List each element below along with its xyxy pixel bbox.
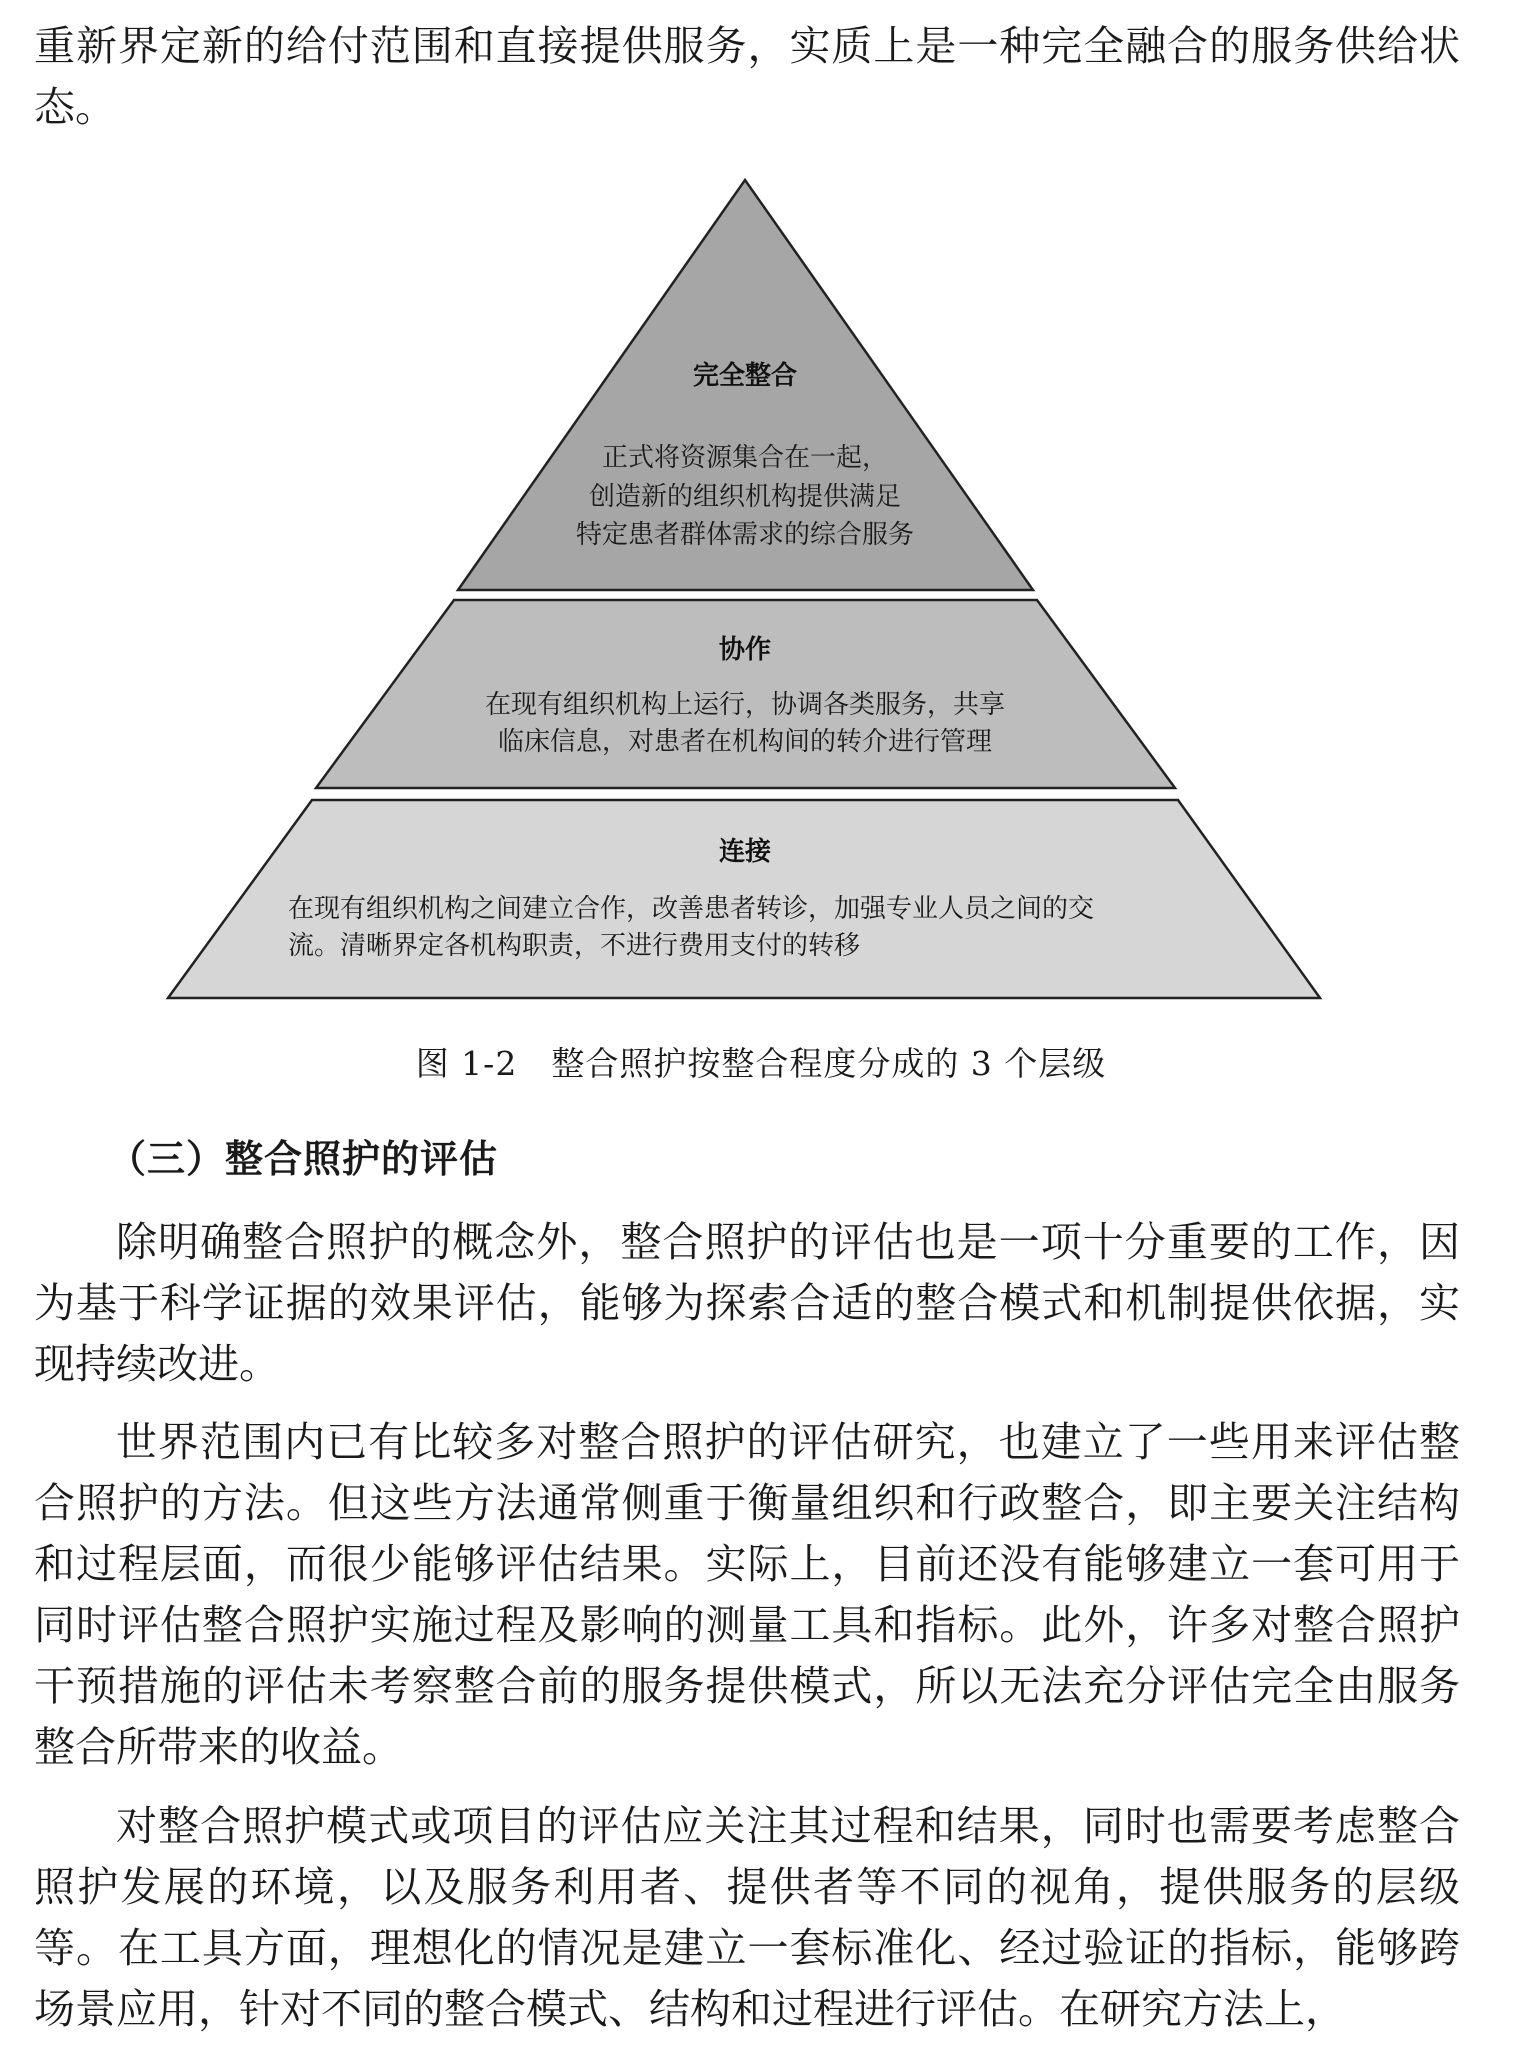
- tier-linkage-title: 连接: [718, 837, 772, 867]
- body-paragraph: 除明确整合照护的概念外，整合照护的评估也是一项十分重要的工作，因为基于科学证据的效果评估，能够为探索合适的整合模式和机制提供依据，实现持续改进。: [34, 1218, 1460, 1388]
- body-paragraph: 世界范围内已有比较多对整合照护的评估研究，也建立了一些用来评估整合照护的方法。但这些方法通常侧重于衡量组织和行政整合，即主要关注结构和过程层面，而很少能够评估结果。实际上，目前还没有能够建立一套可用于同时评估整合照护实施过程及影响的测量工具和指标。此外，许多对整合照护干预措施的评估未考察整合前的服务提供模式，所以无法充分评估完全由服务整合所带来的收益。: [34, 1418, 1460, 1771]
- tier-collaboration-line: 临床信息，对患者在机构间的转介进行管理: [497, 727, 993, 757]
- tier-linkage-line: 在现有组织机构之间建立合作，改善患者转诊，加强专业人员之间的交: [288, 894, 1095, 924]
- tier-full-integration-line: 创造新的组织机构提供满足: [588, 482, 902, 512]
- figure-caption: 图 1-2 整合照护按整合程度分成的 3 个层级: [415, 1044, 1107, 1083]
- tier-full-integration-line: 正式将资源集合在一起，: [601, 443, 889, 473]
- integration-pyramid-figure: [0, 160, 1522, 1010]
- tier-full-integration-line: 特定患者群体需求的综合服务: [575, 520, 915, 550]
- tier-collaboration-title: 协作: [718, 635, 772, 665]
- body-paragraph: 对整合照护模式或项目的评估应关注其过程和结果，同时也需要考虑整合照护发展的环境，以及服务利用者、提供者等不同的视角，提供服务的层级等。在工具方面，理想化的情况是建立一套标准化、经过验证的指标，能够跨场景应用，针对不同的整合模式、结构和过程进行评估。在研究方法上，: [34, 1802, 1460, 2033]
- section-heading: （三）整合照护的评估: [108, 1137, 499, 1181]
- tier-linkage-line: 流。清晰界定各机构职责，不进行费用支付的转移: [288, 931, 861, 961]
- tier-collaboration-line: 在现有组织机构上运行，协调各类服务，共享: [484, 690, 1006, 720]
- intro-paragraph: 重新界定新的给付范围和直接提供服务，实质上是一种完全融合的服务供给状态。: [34, 22, 1460, 131]
- tier-full-integration-title: 完全整合: [692, 361, 798, 391]
